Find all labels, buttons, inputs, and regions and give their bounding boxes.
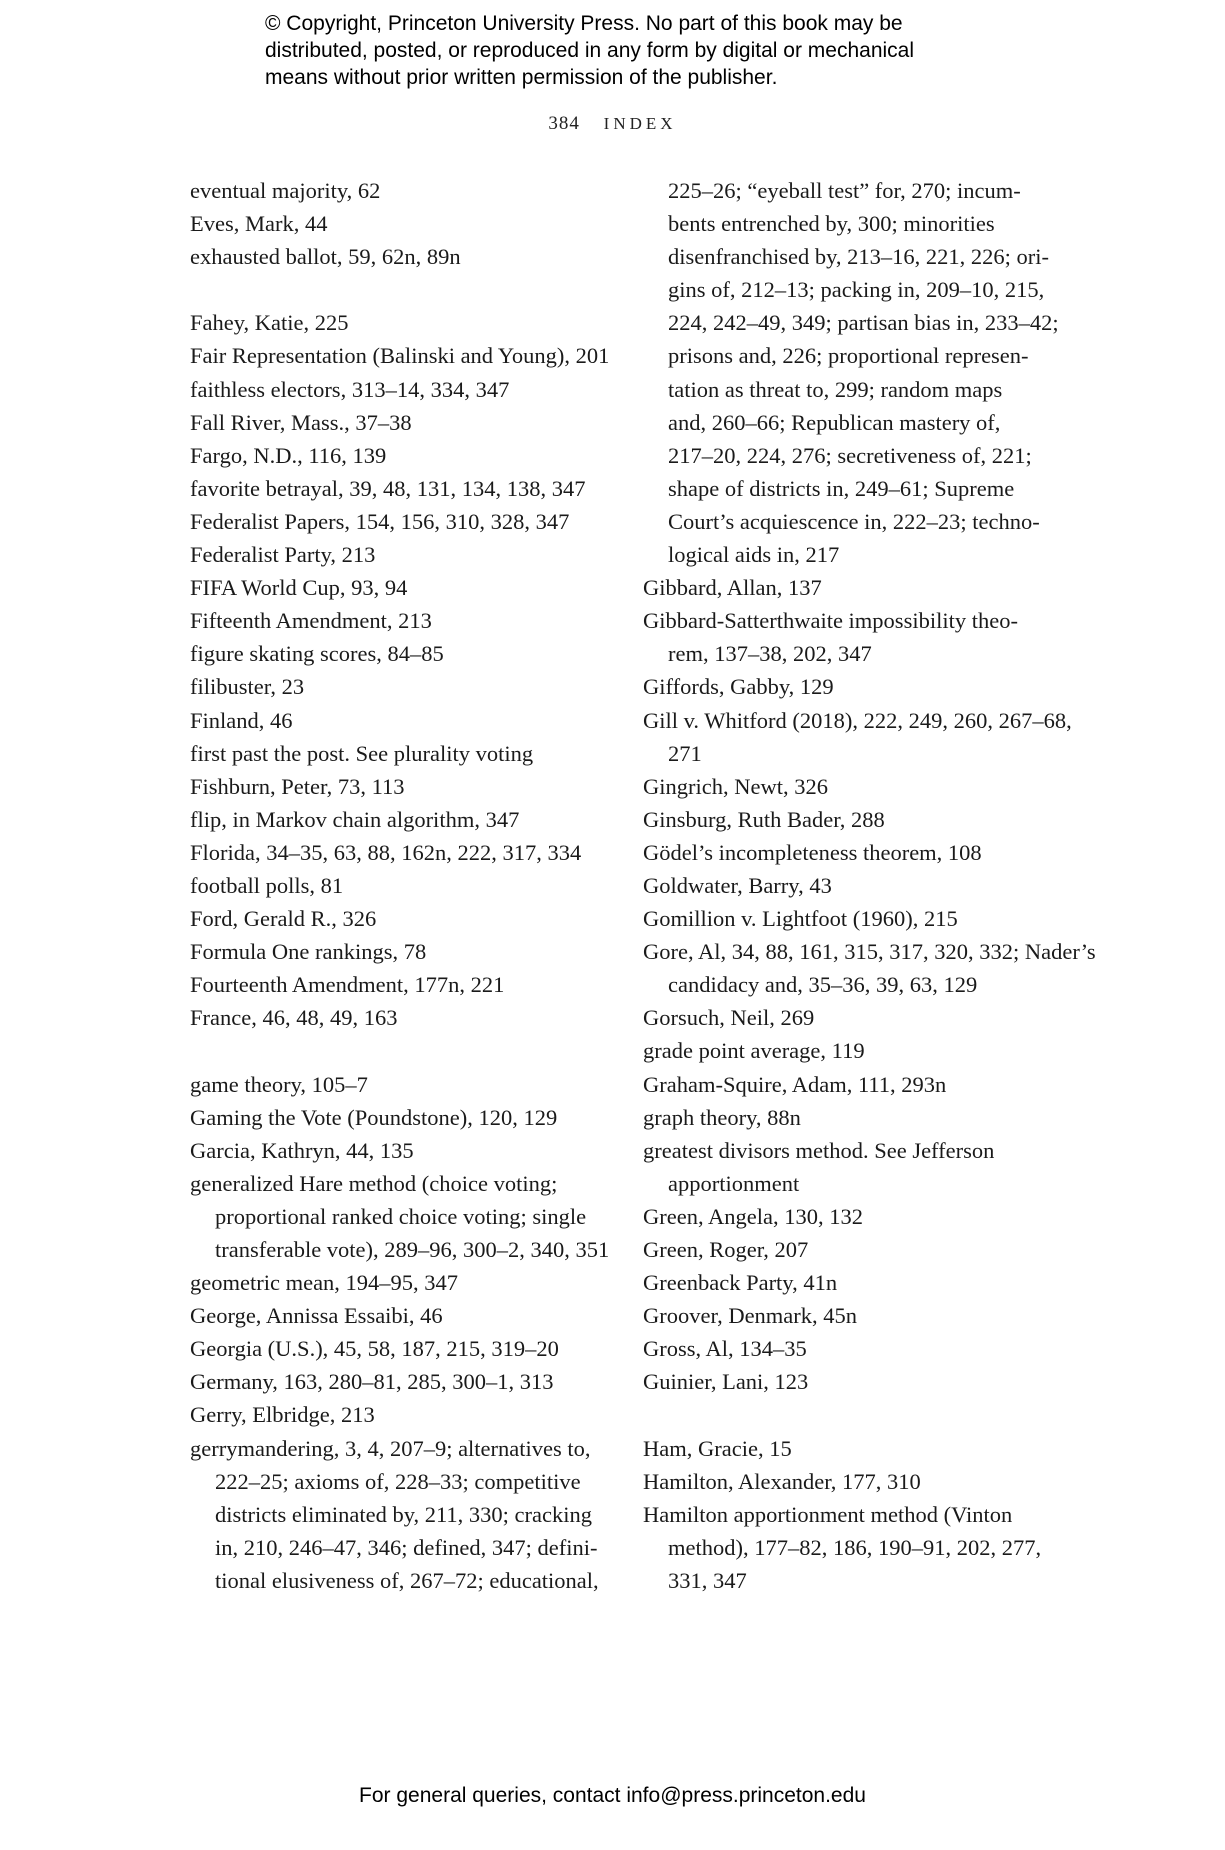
index-entry: Gingrich, Newt, 326 [643, 773, 828, 799]
index-entry: Green, Roger, 207 [643, 1237, 809, 1262]
index-entry-continuation: prisons and, 226; proportional represen- [668, 343, 1029, 369]
index-entry: George, Annissa Essaibi, 46 [190, 1303, 443, 1329]
index-entry: eventual majority, 62 [190, 178, 381, 203]
index-entry: Groover, Denmark, 45n [643, 1303, 858, 1329]
index-entry-continuation: rem, 137–38, 202, 347 [668, 641, 872, 667]
index-entry: exhausted ballot, 59, 62n, 89n [190, 244, 461, 270]
index-entry: France, 46, 48, 49, 163 [190, 1005, 398, 1031]
index-entry-continuation: 225–26; “eyeball test” for, 270; incum- [668, 178, 1021, 203]
index-entry-continuation: in, 210, 246–47, 346; defined, 347; defini- [215, 1534, 598, 1560]
index-entry-continuation: districts eliminated by, 211, 330; cracking [215, 1501, 592, 1527]
index-entry: faithless electors, 313–14, 334, 347 [190, 376, 510, 402]
index-entry: generalized Hare method (choice voting; [190, 1170, 558, 1196]
index-entry: Florida, 34–35, 63, 88, 162n, 222, 317, 334 [190, 839, 582, 865]
index-entry: Green, Angela, 130, 132 [643, 1203, 863, 1229]
index-entry: Giffords, Gabby, 129 [643, 674, 834, 700]
page-number: 384 [548, 113, 580, 134]
copyright-line: distributed, posted, or reproduced in any form by digital or mechanical [265, 39, 915, 62]
copyright-notice [265, 10, 1025, 91]
index-entry-continuation: 224, 242–49, 349; partisan bias in, 233–42; [668, 310, 1059, 336]
index-entry: Fair Representation (Balinski and Young), 201 [190, 343, 610, 369]
index-entry-continuation: and, 260–66; Republican mastery of, [668, 409, 1001, 435]
index-entry-continuation: 331, 347 [668, 1567, 747, 1593]
index-entry: Gibbard, Allan, 137 [643, 575, 822, 601]
index-entry: Gaming the Vote (Poundstone), 120, 129 [190, 1104, 558, 1130]
index-entry: Gorsuch, Neil, 269 [643, 1005, 815, 1031]
index-entry: gerrymandering, 3, 4, 207–9; alternatives to, [190, 1435, 591, 1461]
index-entry: Georgia (U.S.), 45, 58, 187, 215, 319–20 [190, 1336, 559, 1362]
footer-contact: For general queries, contact info@press.princeton.edu [359, 1784, 866, 1807]
index-entry: Federalist Party, 213 [190, 542, 376, 568]
index-entry: Gödel’s incompleteness theorem, 108 [643, 839, 982, 865]
index-entry: Goldwater, Barry, 43 [643, 872, 832, 898]
index-column-left [190, 174, 620, 1597]
index-entry-continuation: 222–25; axioms of, 228–33; competitive [215, 1468, 581, 1494]
index-entry-continuation: logical aids in, 217 [668, 542, 840, 568]
index-entry: Eves, Mark, 44 [190, 211, 328, 237]
index-entry: Federalist Papers, 154, 156, 310, 328, 347 [190, 508, 570, 534]
letter-group-gap [190, 1034, 620, 1067]
index-entry: Fifteenth Amendment, 213 [190, 608, 432, 634]
letter-group-gap [643, 1398, 1063, 1431]
index-entry-continuation: 271 [668, 740, 702, 766]
running-head [0, 113, 1225, 135]
index-entry-continuation: shape of districts in, 249–61; Supreme [668, 475, 1015, 501]
index-entry: Greenback Party, 41n [643, 1270, 838, 1296]
index-entry-continuation: disenfranchised by, 213–16, 221, 226; ori- [668, 244, 1049, 270]
index-entry: Fishburn, Peter, 73, 113 [190, 773, 405, 799]
index-entry: Graham-Squire, Adam, 111, 293n [643, 1071, 947, 1097]
index-entry: Gross, Al, 134–35 [643, 1336, 807, 1362]
copyright-line: © Copyright, Princeton University Press. No part of this book may be [265, 12, 903, 35]
index-entry: Fahey, Katie, 225 [190, 310, 349, 336]
index-entry: Gill v. Whitford (2018), 222, 249, 260, 267–68, [643, 707, 1072, 733]
index-entry: grade point average, 119 [643, 1038, 865, 1064]
index-entry: Finland, 46 [190, 707, 293, 733]
index-entry: figure skating scores, 84–85 [190, 641, 444, 667]
section-title: INDEX [603, 114, 677, 133]
index-entry: Ginsburg, Ruth Bader, 288 [643, 806, 885, 832]
index-entry: Hamilton apportionment method (Vinton [643, 1501, 1013, 1527]
index-entry: game theory, 105–7 [190, 1071, 368, 1097]
index-entry: Germany, 163, 280–81, 285, 300–1, 313 [190, 1369, 554, 1395]
index-entry-continuation: bents entrenched by, 300; minorities [668, 211, 995, 237]
index-entry: Fargo, N.D., 116, 139 [190, 442, 387, 468]
index-entry: Formula One rankings, 78 [190, 939, 427, 965]
index-entry-continuation: method), 177–82, 186, 190–91, 202, 277, [668, 1534, 1042, 1560]
index-entry: favorite betrayal, 39, 48, 131, 134, 138, 347 [190, 475, 586, 501]
index-entry: Fourteenth Amendment, 177n, 221 [190, 972, 505, 998]
index-entry: Gibbard-Satterthwaite impossibility theo- [643, 608, 1018, 634]
index-entry: first past the post. See plurality voting [190, 740, 534, 766]
index-entry-continuation: apportionment [668, 1170, 800, 1196]
index-entry: geometric mean, 194–95, 347 [190, 1270, 459, 1296]
index-entry: football polls, 81 [190, 872, 344, 898]
letter-group-gap [190, 273, 620, 306]
index-entry: graph theory, 88n [643, 1104, 801, 1130]
index-entry: Ford, Gerald R., 326 [190, 906, 377, 932]
index-entry: FIFA World Cup, 93, 94 [190, 575, 408, 601]
index-entry: greatest divisors method. See Jefferson [643, 1137, 995, 1163]
index-entry: flip, in Markov chain algorithm, 347 [190, 806, 520, 832]
index-entry: Garcia, Kathryn, 44, 135 [190, 1137, 414, 1163]
index-entry: Gomillion v. Lightfoot (1960), 215 [643, 906, 958, 932]
index-entry-continuation: gins of, 212–13; packing in, 209–10, 215, [668, 277, 1045, 303]
index-entry-continuation: proportional ranked choice voting; single [215, 1203, 587, 1229]
index-entry-continuation: tation as threat to, 299; random maps [668, 376, 1003, 402]
index-entry-continuation: candidacy and, 35–36, 39, 63, 129 [668, 972, 978, 998]
index-entry: Fall River, Mass., 37–38 [190, 409, 412, 435]
index-entry: Hamilton, Alexander, 177, 310 [643, 1468, 921, 1494]
index-column-right [643, 174, 1096, 1597]
index-entry: Gore, Al, 34, 88, 161, 315, 317, 320, 332; Nader’s [643, 939, 1096, 965]
copyright-line: means without prior written permission of the publisher. [265, 66, 778, 89]
index-entry-continuation: Court’s acquiescence in, 222–23; techno- [668, 508, 1040, 534]
index-entry-continuation: transferable vote), 289–96, 300–2, 340, 351 [215, 1237, 610, 1262]
index-entry: filibuster, 23 [190, 674, 305, 700]
index-entry: Guinier, Lani, 123 [643, 1369, 809, 1395]
index-entry: Gerry, Elbridge, 213 [190, 1402, 375, 1428]
index-entry-continuation: 217–20, 224, 276; secretiveness of, 221; [668, 442, 1032, 468]
index-entry: Ham, Gracie, 15 [643, 1435, 792, 1461]
index-entry-continuation: tional elusiveness of, 267–72; educational, [215, 1567, 599, 1593]
